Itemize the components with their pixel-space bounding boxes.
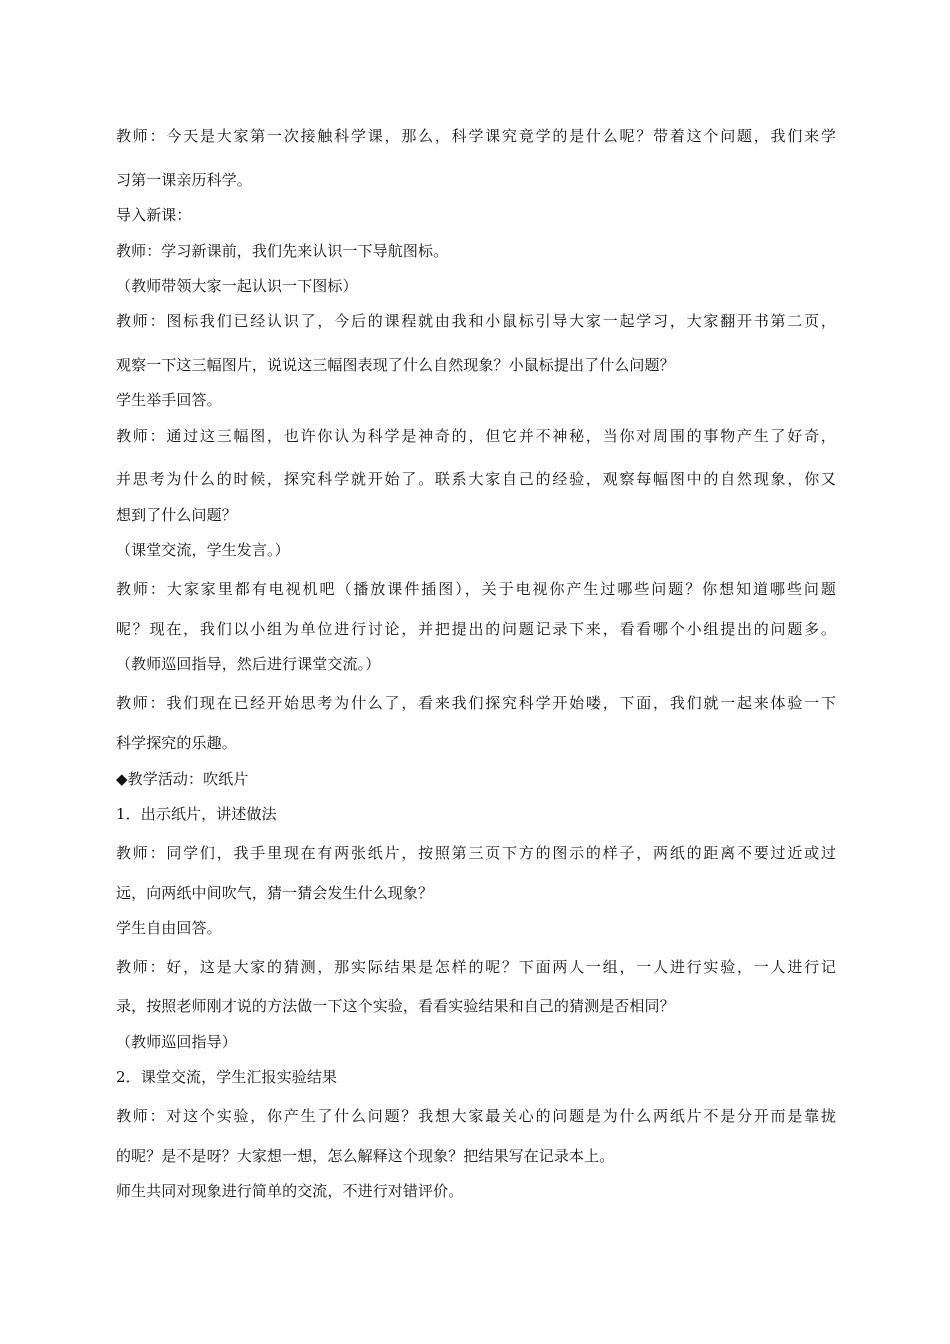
paragraph-line: 教师：对这个实验，你产生了什么问题？我想大家最关心的问题是为什么两纸片不是分开而是靠拢: [116, 1107, 836, 1125]
paragraph-line: 观察一下这三幅图片，说说这三幅图表现了什么自然现象？小鼠标提出了什么问题？: [116, 356, 675, 374]
numbered-step: 1．出示纸片，讲述做法: [116, 805, 277, 823]
paragraph-line: 学生举手回答。: [116, 391, 222, 409]
paragraph-line: 教师：我们现在已经开始思考为什么了，看来我们探究科学开始喽，下面，我们就一起来体验一下: [116, 694, 836, 712]
paragraph-line: 科学探究的乐趣。: [116, 734, 237, 752]
paragraph-line: 教师：同学们，我手里现在有两张纸片，按照第三页下方的图示的样子，两纸的距离不要过近或过: [116, 844, 836, 862]
paragraph-line: 教师：好，这是大家的猜测，那实际结果是怎样的呢？下面两人一组，一人进行实验，一人进行记: [116, 958, 836, 976]
paragraph-line: 教师：学习新课前，我们先来认识一下导航图标。: [116, 242, 449, 260]
numbered-step: 2．课堂交流，学生汇报实验结果: [116, 1068, 338, 1086]
paragraph-line: 的呢？是不是呀？大家想一想，怎么解释这个现象？把结果写在记录本上。: [116, 1147, 615, 1165]
paragraph-line: 教师：今天是大家第一次接触科学课，那么，科学课究竟学的是什么呢？带着这个问题，我们来学: [116, 127, 836, 145]
paragraph-line: 想到了什么问题？: [116, 506, 237, 524]
paragraph-line: （课堂交流，学生发言。）: [116, 541, 290, 559]
section-heading: 导入新课：: [116, 206, 192, 224]
paragraph-line: 教师：通过这三幅图，也许你认为科学是神奇的，但它并不神秘，当你对周围的事物产生了好奇，: [116, 427, 836, 445]
paragraph-line: 习第一课亲历科学。: [116, 171, 252, 189]
paragraph-line: 远，向两纸中间吹气，猜一猜会发生什么现象？: [116, 884, 434, 902]
paragraph-line: 教师：图标我们已经认识了，今后的课程就由我和小鼠标引导大家一起学习，大家翻开书第二页，: [116, 312, 836, 330]
paragraph-line: 师生共同对现象进行简单的交流，不进行对错评价。: [116, 1182, 464, 1200]
paragraph-line: 教师：大家家里都有电视机吧（播放课件插图），关于电视你产生过哪些问题？你想知道哪些问题: [116, 580, 836, 598]
paragraph-line: 呢？现在，我们以小组为单位进行讨论，并把提出的问题记录下来，看看哪个小组提出的问题多。: [116, 620, 836, 638]
paragraph-line: 学生自由回答。: [116, 919, 222, 937]
paragraph-line: （教师巡回指导）: [116, 1033, 237, 1051]
section-heading: ◆教学活动：吹纸片: [116, 770, 249, 788]
paragraph-line: （教师巡回指导，然后进行课堂交流。）: [116, 655, 381, 673]
paragraph-line: 并思考为什么的时候，探究科学就开始了。联系大家自己的经验，观察每幅图中的自然现象，你又: [116, 470, 836, 488]
paragraph-line: 录，按照老师刚才说的方法做一下这个实验，看看实验结果和自己的猜测是否相同？: [116, 997, 675, 1015]
paragraph-line: （教师带领大家一起认识一下图标）: [116, 277, 358, 295]
